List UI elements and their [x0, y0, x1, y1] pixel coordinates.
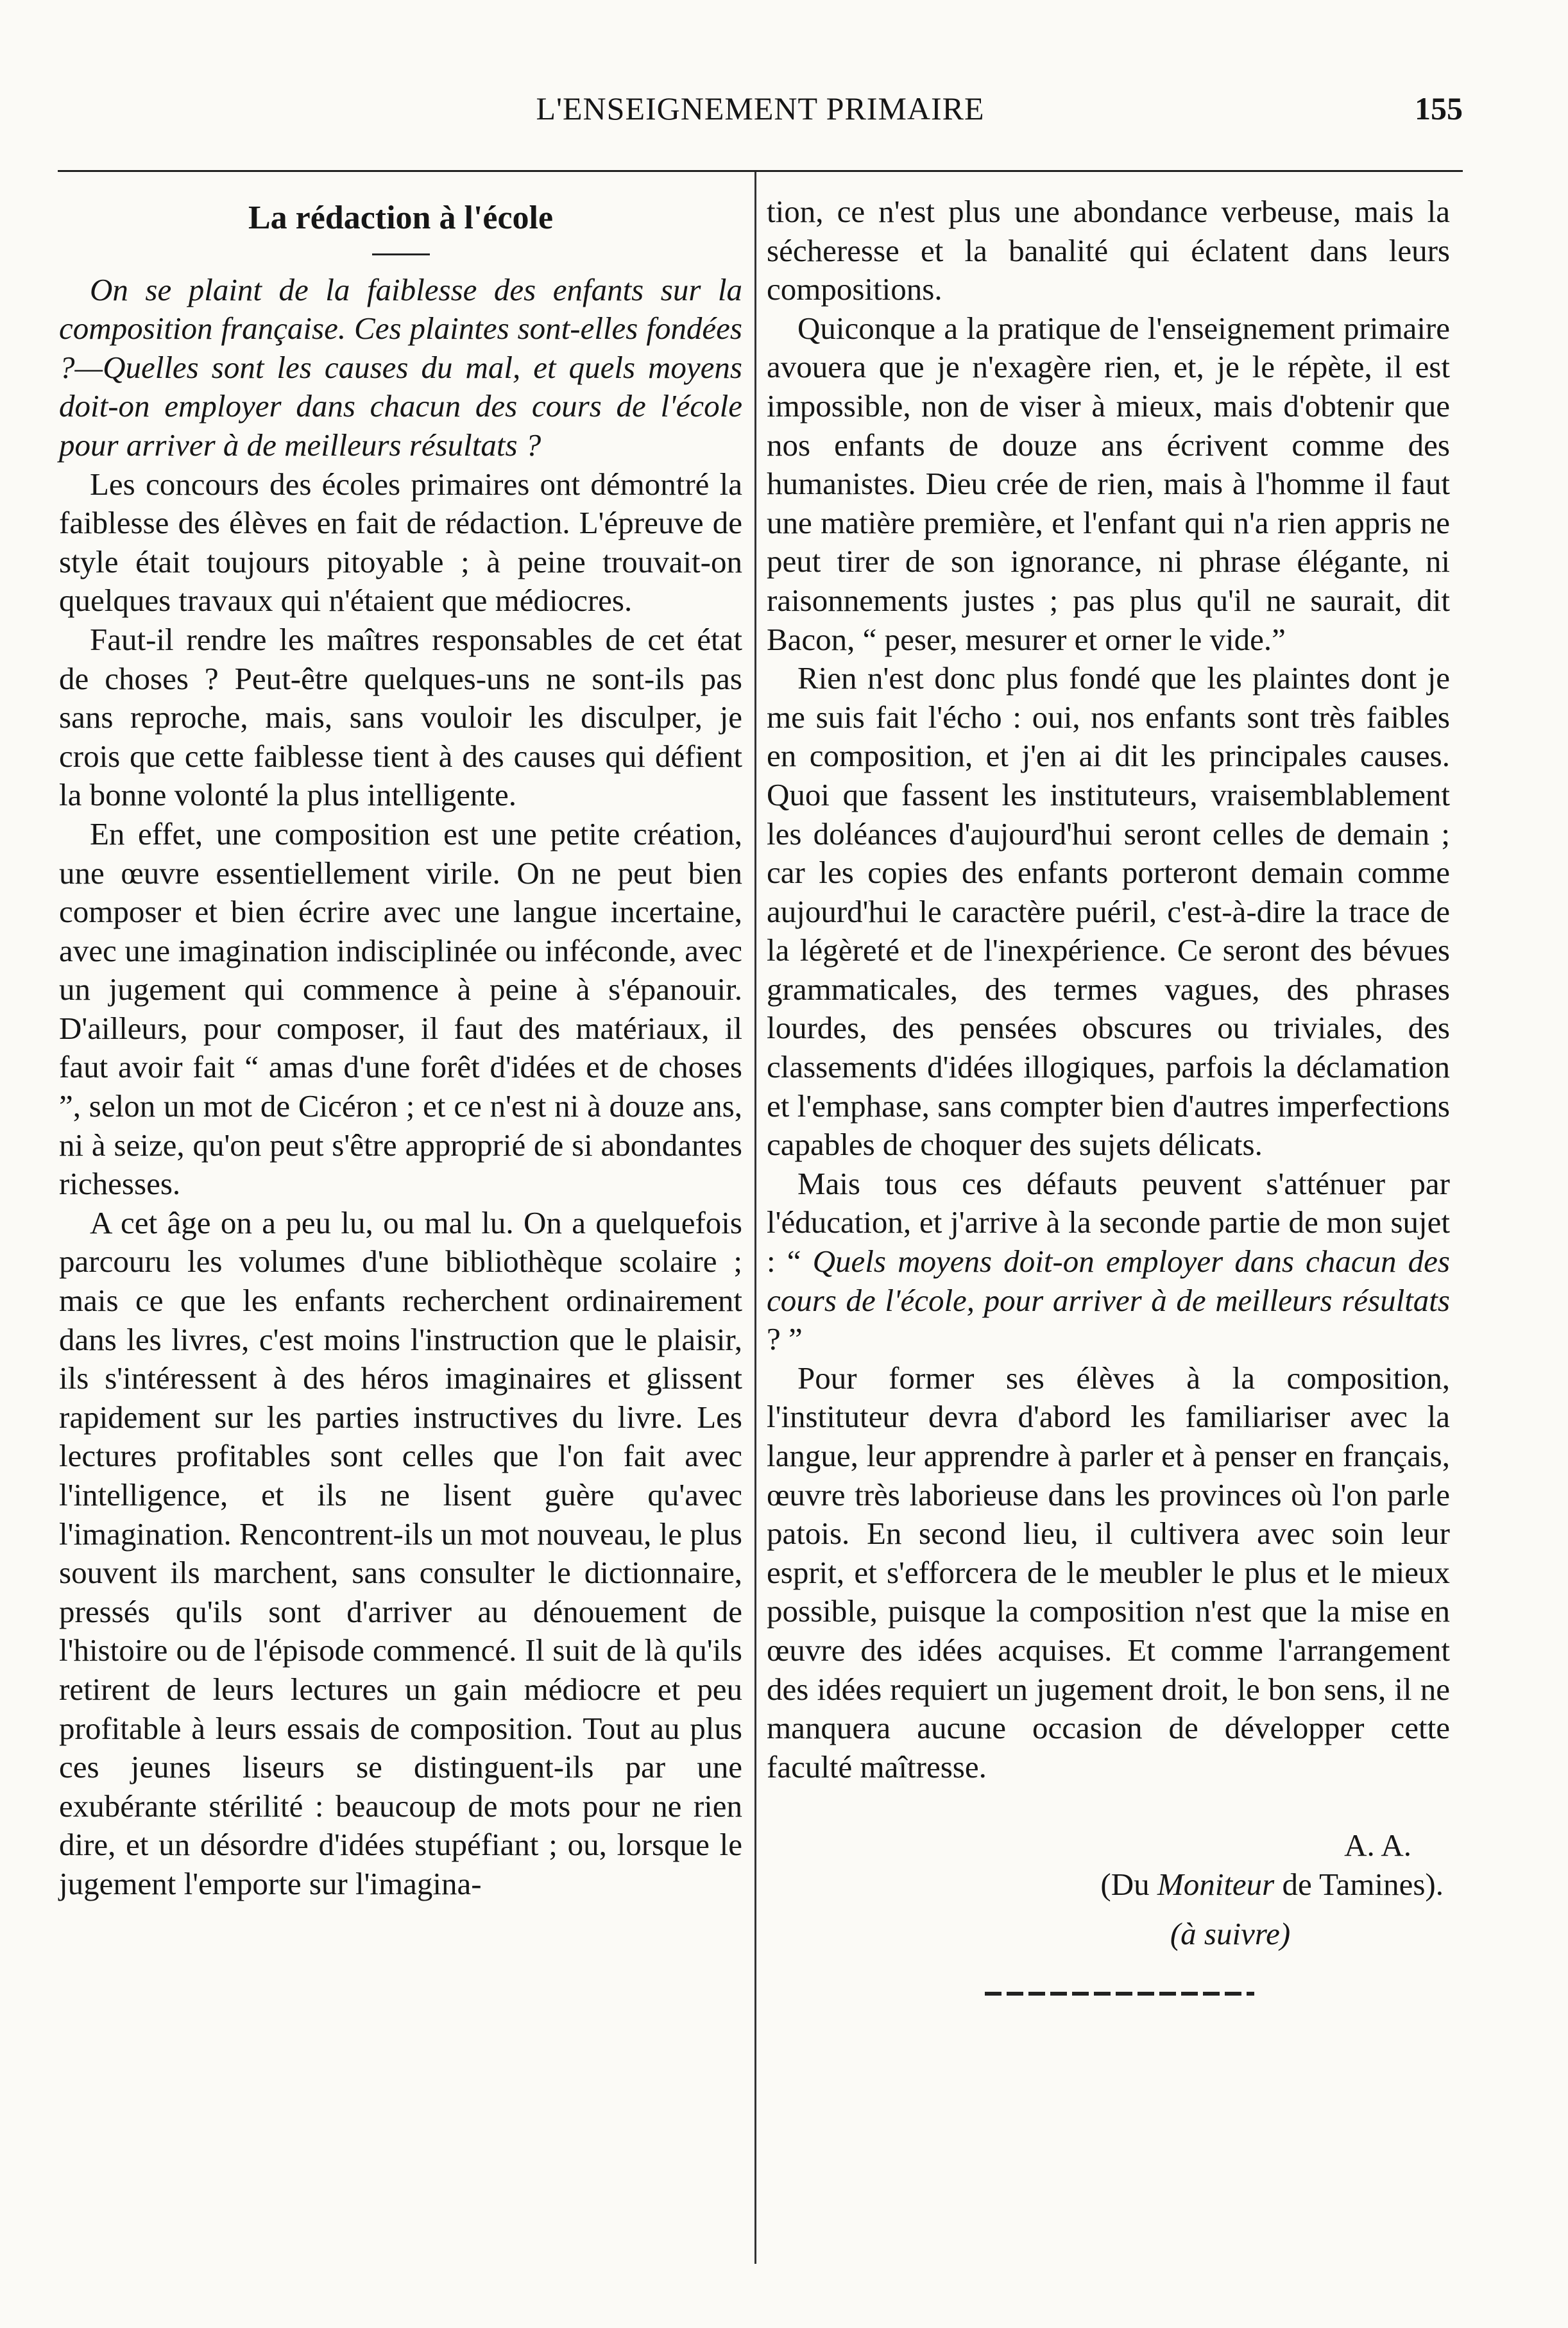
question-intro: Mais tous ces défauts peuvent s'atténuer par l'éducation, et j'arrive à la seconde partie de mon sujet : “	[767, 1165, 1450, 1280]
to-follow-note: (à suivre)	[1170, 1915, 1291, 1951]
source-credit	[767, 1865, 1450, 1904]
paragraph: En effet, une composition est une petite création, une œuvre essentiellement virile. On ne peut bien composer et bien écrire avec une langue incertaine, avec une imagination indisciplinée ou inféconde, avec un jugement qui commence à peine à s'épanouir. D'ailleurs, pour composer, il faut des matériaux, il faut avoir fait “ amas d'une forêt d'idées et de choses ”, selon un mot de Cicéron ; et ce n'est ni à douze ans, ni à seize, qu'on peut s'être approprié de si abondantes richesses.	[59, 816, 742, 1202]
right-column	[767, 193, 1450, 1996]
paragraph: Pour former ses élèves à la composition, l'instituteur devra d'abord les familiariser avec la langue, leur apprendre à parler et à penser en français, œuvre très laborieuse dans les provinces où l'on parle patois. En second lieu, il cultivera avec soin leur esprit, et s'efforcera de le meubler le plus et le mieux possible, puisque la composition n'est que la mise en œuvre des idées acquises. Et comme l'arrangement des idées requiert un jugement droit, le bon sens, il ne manquera aucune occasion de développer cette faculté maîtresse.	[767, 1360, 1450, 1785]
page-number: 155	[1415, 90, 1463, 126]
column-divider	[754, 172, 756, 2264]
signature: A. A.	[1344, 1827, 1411, 1863]
left-column	[59, 193, 742, 1904]
running-head	[58, 77, 1463, 135]
source-journal: Moniteur	[1157, 1866, 1275, 1902]
title-rule	[372, 253, 430, 255]
source-after: de Tamines).	[1274, 1866, 1444, 1902]
header-rule	[58, 170, 1463, 172]
paragraph: Rien n'est donc plus fondé que les plaintes dont je me suis fait l'écho : oui, nos enfants sont très faibles en composition, et j'en ai dit les principales causes. Quoi que fassent les instituteurs, vraisemblablement les doléances d'aujourd'hui seront celles de demain ; car les copies des enfants porteront demain comme aujourd'hui le caractère puéril, c'est-à-dire la trace de la légèreté et de l'inexpérience. Ce seront des bévues grammaticales, des termes vagues, des phrases lourdes, des pensées obscures ou triviales, des classements d'idées illogiques, parfois la déclamation et l'emphase, sans compter bien d'autres imperfections capables de choquer des sujets délicats.	[767, 660, 1450, 1163]
end-ornament	[985, 1992, 1254, 1996]
question-end: ? ”	[767, 1321, 803, 1357]
journal-title: L'ENSEIGNEMENT PRIMAIRE	[536, 90, 985, 126]
paragraph-question	[767, 1165, 1450, 1359]
paragraph: Faut-il rendre les maîtres responsables de cet état de choses ? Peut-être quelques-uns ne sont-ils pas sans reproche, mais, sans vouloir les disculper, je crois que cette faiblesse tient à des causes qui défient la bonne volonté la plus intelligente.	[59, 621, 742, 813]
paragraph: Les concours des écoles primaires ont démontré la faiblesse des élèves en fait de rédaction. L'épreuve de style était toujours pitoyable ; à peine trouvait-on quelques travaux qui n'étaient que médiocres.	[59, 466, 742, 619]
article-title: La rédaction à l'école	[248, 200, 554, 236]
article-lead: On se plaint de la faiblesse des enfants sur la composition française. Ces plaintes sont-elles fondées ?—Quelles sont les causes du mal, et quels moyens doit-on employer dans chacun des cours de l'école pour arriver à de meilleurs résultats ?	[59, 271, 742, 463]
question-italic: Quels moyens doit-on employer dans chacun des cours de l'école, pour arriver à de meilleurs résultats	[767, 1244, 1450, 1318]
paragraph: A cet âge on a peu lu, ou mal lu. On a quelquefois parcouru les volumes d'une bibliothèque scolaire ; mais ce que les enfants recherchent ordinairement dans les livres, c'est moins l'instruction que le plaisir, ils s'intéressent à des héros imaginaires et glissent rapidement sur les parties instructives du livre. Les lectures profitables sont celles que l'on fait avec l'intelligence, et ils ne lisent guère qu'avec l'imagination. Rencontrent-ils un mot nouveau, le plus souvent ils marchent, sans consulter le dictionnaire, pressés qu'ils sont d'arriver au dénouement de l'histoire ou de l'épisode commencé. Il suit de là qu'ils retirent de leurs lectures un gain médiocre et peu profitable à leurs essais de composition. Tout au plus ces jeunes liseurs se distinguent-ils par une exubérante stérilité : beaucoup de mots pour ne rien dire, et un désordre d'idées stupéfiant ; ou, lorsque le jugement l'emporte sur l'imagina-	[59, 1204, 742, 1901]
paragraph-continuation: tion, ce n'est plus une abondance verbeuse, mais la sécheresse et la banalité qui éclatent dans leurs compositions.	[767, 194, 1450, 307]
source-before: (Du	[1100, 1866, 1157, 1902]
paragraph: Quiconque a la pratique de l'enseignement primaire avouera que je n'exagère rien, et, je le répète, il est impossible, non de viser à mieux, mais d'obtenir que nos enfants de douze ans écrivent comme des humanistes. Dieu crée de rien, mais à l'homme il faut une matière première, et l'enfant qui n'a rien appris ne peut tirer de son ignorance, ni phrase élégante, ni raisonnements justes ; pas plus qu'il ne saurait, dit Bacon, “ peser, mesurer et orner le vide.”	[767, 310, 1450, 657]
